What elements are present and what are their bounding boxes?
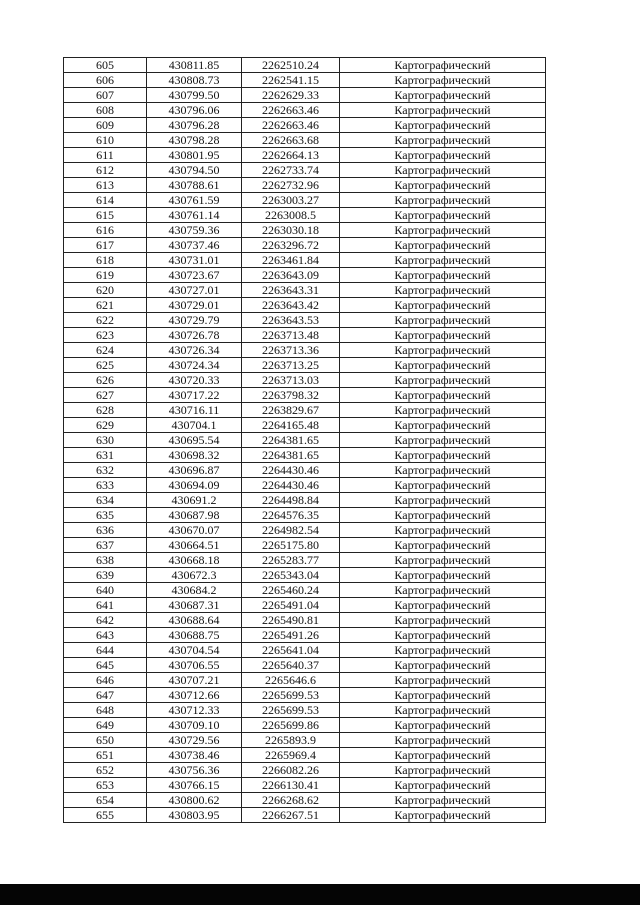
method-cell: Картографический: [340, 58, 546, 73]
y-coordinate-cell: 2266267.51: [242, 808, 340, 823]
point-number-cell: 655: [64, 808, 147, 823]
point-number-cell: 624: [64, 343, 147, 358]
method-cell: Картографический: [340, 808, 546, 823]
point-number-cell: 614: [64, 193, 147, 208]
method-cell: Картографический: [340, 523, 546, 538]
y-coordinate-cell: 2265699.86: [242, 718, 340, 733]
method-cell: Картографический: [340, 493, 546, 508]
x-coordinate-cell: 430801.95: [147, 148, 242, 163]
table-row: [64, 268, 546, 283]
point-number-cell: 616: [64, 223, 147, 238]
x-coordinate-cell: 430670.07: [147, 523, 242, 538]
x-coordinate-cell: 430799.50: [147, 88, 242, 103]
y-coordinate-cell: 2263461.84: [242, 253, 340, 268]
x-coordinate-cell: 430731.01: [147, 253, 242, 268]
x-coordinate-cell: 430756.36: [147, 763, 242, 778]
x-coordinate-cell: 430712.66: [147, 688, 242, 703]
x-coordinate-cell: 430738.46: [147, 748, 242, 763]
x-coordinate-cell: 430811.85: [147, 58, 242, 73]
y-coordinate-cell: 2263643.53: [242, 313, 340, 328]
x-coordinate-cell: 430704.54: [147, 643, 242, 658]
table-row: [64, 58, 546, 73]
y-coordinate-cell: 2265641.04: [242, 643, 340, 658]
table-row: [64, 568, 546, 583]
table-row: [64, 163, 546, 178]
y-coordinate-cell: 2265491.04: [242, 598, 340, 613]
method-cell: Картографический: [340, 208, 546, 223]
point-number-cell: 608: [64, 103, 147, 118]
table-row: [64, 433, 546, 448]
y-coordinate-cell: 2263713.25: [242, 358, 340, 373]
method-cell: Картографический: [340, 193, 546, 208]
point-number-cell: 607: [64, 88, 147, 103]
table-row: [64, 553, 546, 568]
y-coordinate-cell: 2266268.62: [242, 793, 340, 808]
table-row: [64, 703, 546, 718]
y-coordinate-cell: 2263643.31: [242, 283, 340, 298]
table-row: [64, 388, 546, 403]
x-coordinate-cell: 430695.54: [147, 433, 242, 448]
method-cell: Картографический: [340, 508, 546, 523]
table-row: [64, 238, 546, 253]
point-number-cell: 649: [64, 718, 147, 733]
x-coordinate-cell: 430694.09: [147, 478, 242, 493]
x-coordinate-cell: 430691.2: [147, 493, 242, 508]
x-coordinate-cell: 430707.21: [147, 673, 242, 688]
point-number-cell: 612: [64, 163, 147, 178]
y-coordinate-cell: 2264165.48: [242, 418, 340, 433]
method-cell: Картографический: [340, 418, 546, 433]
method-cell: Картографический: [340, 793, 546, 808]
method-cell: Картографический: [340, 568, 546, 583]
table-row: [64, 283, 546, 298]
method-cell: Картографический: [340, 238, 546, 253]
method-cell: Картографический: [340, 88, 546, 103]
table-row: [64, 343, 546, 358]
method-cell: Картографический: [340, 628, 546, 643]
table-row: [64, 793, 546, 808]
table-row: [64, 418, 546, 433]
point-number-cell: 619: [64, 268, 147, 283]
method-cell: Картографический: [340, 673, 546, 688]
y-coordinate-cell: 2262510.24: [242, 58, 340, 73]
x-coordinate-cell: 430727.01: [147, 283, 242, 298]
y-coordinate-cell: 2266130.41: [242, 778, 340, 793]
method-cell: Картографический: [340, 298, 546, 313]
x-coordinate-cell: 430696.87: [147, 463, 242, 478]
table-row: [64, 313, 546, 328]
x-coordinate-cell: 430687.98: [147, 508, 242, 523]
x-coordinate-cell: 430712.33: [147, 703, 242, 718]
coordinates-table-body: [64, 58, 546, 823]
table-row: [64, 598, 546, 613]
point-number-cell: 644: [64, 643, 147, 658]
x-coordinate-cell: 430723.67: [147, 268, 242, 283]
y-coordinate-cell: 2262733.74: [242, 163, 340, 178]
method-cell: Картографический: [340, 118, 546, 133]
method-cell: Картографический: [340, 223, 546, 238]
x-coordinate-cell: 430794.50: [147, 163, 242, 178]
x-coordinate-cell: 430803.95: [147, 808, 242, 823]
point-number-cell: 641: [64, 598, 147, 613]
point-number-cell: 637: [64, 538, 147, 553]
table-row: [64, 808, 546, 823]
table-row: [64, 613, 546, 628]
method-cell: Картографический: [340, 643, 546, 658]
point-number-cell: 621: [64, 298, 147, 313]
method-cell: Картографический: [340, 448, 546, 463]
x-coordinate-cell: 430808.73: [147, 73, 242, 88]
point-number-cell: 615: [64, 208, 147, 223]
y-coordinate-cell: 2265460.24: [242, 583, 340, 598]
y-coordinate-cell: 2262541.15: [242, 73, 340, 88]
y-coordinate-cell: 2263008.5: [242, 208, 340, 223]
x-coordinate-cell: 430729.01: [147, 298, 242, 313]
y-coordinate-cell: 2265283.77: [242, 553, 340, 568]
x-coordinate-cell: 430717.22: [147, 388, 242, 403]
method-cell: Картографический: [340, 538, 546, 553]
y-coordinate-cell: 2264498.84: [242, 493, 340, 508]
x-coordinate-cell: 430788.61: [147, 178, 242, 193]
table-row: [64, 118, 546, 133]
y-coordinate-cell: 2264576.35: [242, 508, 340, 523]
point-number-cell: 623: [64, 328, 147, 343]
table-row: [64, 148, 546, 163]
point-number-cell: 618: [64, 253, 147, 268]
y-coordinate-cell: 2262663.46: [242, 103, 340, 118]
table-row: [64, 718, 546, 733]
table-row: [64, 448, 546, 463]
point-number-cell: 654: [64, 793, 147, 808]
y-coordinate-cell: 2262664.13: [242, 148, 340, 163]
method-cell: Картографический: [340, 688, 546, 703]
method-cell: Картографический: [340, 613, 546, 628]
method-cell: Картографический: [340, 433, 546, 448]
method-cell: Картографический: [340, 133, 546, 148]
point-number-cell: 648: [64, 703, 147, 718]
table-row: [64, 658, 546, 673]
x-coordinate-cell: 430800.62: [147, 793, 242, 808]
y-coordinate-cell: 2264430.46: [242, 478, 340, 493]
table-row: [64, 778, 546, 793]
table-row: [64, 193, 546, 208]
y-coordinate-cell: 2263713.48: [242, 328, 340, 343]
method-cell: Картографический: [340, 73, 546, 88]
method-cell: Картографический: [340, 388, 546, 403]
table-row: [64, 358, 546, 373]
x-coordinate-cell: 430709.10: [147, 718, 242, 733]
y-coordinate-cell: 2265640.37: [242, 658, 340, 673]
y-coordinate-cell: 2263030.18: [242, 223, 340, 238]
method-cell: Картографический: [340, 748, 546, 763]
y-coordinate-cell: 2263798.32: [242, 388, 340, 403]
x-coordinate-cell: 430724.34: [147, 358, 242, 373]
method-cell: Картографический: [340, 283, 546, 298]
point-number-cell: 642: [64, 613, 147, 628]
point-number-cell: 610: [64, 133, 147, 148]
x-coordinate-cell: 430729.56: [147, 733, 242, 748]
table-row: [64, 763, 546, 778]
table-row: [64, 298, 546, 313]
y-coordinate-cell: 2265491.26: [242, 628, 340, 643]
x-coordinate-cell: 430726.78: [147, 328, 242, 343]
y-coordinate-cell: 2262663.68: [242, 133, 340, 148]
point-number-cell: 650: [64, 733, 147, 748]
y-coordinate-cell: 2262663.46: [242, 118, 340, 133]
point-number-cell: 645: [64, 658, 147, 673]
method-cell: Картографический: [340, 463, 546, 478]
point-number-cell: 636: [64, 523, 147, 538]
point-number-cell: 611: [64, 148, 147, 163]
x-coordinate-cell: 430761.14: [147, 208, 242, 223]
table-row: [64, 478, 546, 493]
x-coordinate-cell: 430688.64: [147, 613, 242, 628]
point-number-cell: 646: [64, 673, 147, 688]
y-coordinate-cell: 2264982.54: [242, 523, 340, 538]
table-row: [64, 373, 546, 388]
x-coordinate-cell: 430796.28: [147, 118, 242, 133]
point-number-cell: 632: [64, 463, 147, 478]
method-cell: Картографический: [340, 778, 546, 793]
y-coordinate-cell: 2263829.67: [242, 403, 340, 418]
point-number-cell: 640: [64, 583, 147, 598]
table-row: [64, 88, 546, 103]
point-number-cell: 605: [64, 58, 147, 73]
method-cell: Картографический: [340, 358, 546, 373]
method-cell: Картографический: [340, 703, 546, 718]
x-coordinate-cell: 430726.34: [147, 343, 242, 358]
table-row: [64, 493, 546, 508]
table-row: [64, 178, 546, 193]
method-cell: Картографический: [340, 163, 546, 178]
table-row: [64, 253, 546, 268]
x-coordinate-cell: 430684.2: [147, 583, 242, 598]
method-cell: Картографический: [340, 328, 546, 343]
table-row: [64, 463, 546, 478]
method-cell: Картографический: [340, 583, 546, 598]
y-coordinate-cell: 2265699.53: [242, 688, 340, 703]
table-row: [64, 688, 546, 703]
method-cell: Картографический: [340, 178, 546, 193]
method-cell: Картографический: [340, 148, 546, 163]
x-coordinate-cell: 430716.11: [147, 403, 242, 418]
scan-bottom-edge: [0, 884, 640, 905]
x-coordinate-cell: 430704.1: [147, 418, 242, 433]
point-number-cell: 652: [64, 763, 147, 778]
y-coordinate-cell: 2263643.09: [242, 268, 340, 283]
y-coordinate-cell: 2263003.27: [242, 193, 340, 208]
point-number-cell: 653: [64, 778, 147, 793]
x-coordinate-cell: 430729.79: [147, 313, 242, 328]
y-coordinate-cell: 2264430.46: [242, 463, 340, 478]
point-number-cell: 622: [64, 313, 147, 328]
point-number-cell: 625: [64, 358, 147, 373]
x-coordinate-cell: 430706.55: [147, 658, 242, 673]
table-row: [64, 223, 546, 238]
y-coordinate-cell: 2265699.53: [242, 703, 340, 718]
point-number-cell: 620: [64, 283, 147, 298]
table-row: [64, 583, 546, 598]
method-cell: Картографический: [340, 718, 546, 733]
method-cell: Картографический: [340, 268, 546, 283]
method-cell: Картографический: [340, 343, 546, 358]
coordinates-table: [63, 57, 546, 823]
point-number-cell: 630: [64, 433, 147, 448]
x-coordinate-cell: 430687.31: [147, 598, 242, 613]
point-number-cell: 639: [64, 568, 147, 583]
x-coordinate-cell: 430668.18: [147, 553, 242, 568]
y-coordinate-cell: 2264381.65: [242, 433, 340, 448]
y-coordinate-cell: 2262629.33: [242, 88, 340, 103]
table-row: [64, 133, 546, 148]
point-number-cell: 606: [64, 73, 147, 88]
point-number-cell: 613: [64, 178, 147, 193]
x-coordinate-cell: 430737.46: [147, 238, 242, 253]
y-coordinate-cell: 2265490.81: [242, 613, 340, 628]
table-row: [64, 673, 546, 688]
x-coordinate-cell: 430761.59: [147, 193, 242, 208]
point-number-cell: 629: [64, 418, 147, 433]
method-cell: Картографический: [340, 763, 546, 778]
point-number-cell: 643: [64, 628, 147, 643]
table-row: [64, 523, 546, 538]
method-cell: Картографический: [340, 373, 546, 388]
method-cell: Картографический: [340, 103, 546, 118]
y-coordinate-cell: 2263713.03: [242, 373, 340, 388]
point-number-cell: 617: [64, 238, 147, 253]
table-row: [64, 538, 546, 553]
y-coordinate-cell: 2265646.6: [242, 673, 340, 688]
y-coordinate-cell: 2263713.36: [242, 343, 340, 358]
point-number-cell: 626: [64, 373, 147, 388]
point-number-cell: 633: [64, 478, 147, 493]
y-coordinate-cell: 2262732.96: [242, 178, 340, 193]
y-coordinate-cell: 2265893.9: [242, 733, 340, 748]
point-number-cell: 651: [64, 748, 147, 763]
x-coordinate-cell: 430720.33: [147, 373, 242, 388]
point-number-cell: 609: [64, 118, 147, 133]
table-row: [64, 73, 546, 88]
table-row: [64, 733, 546, 748]
table-row: [64, 328, 546, 343]
point-number-cell: 635: [64, 508, 147, 523]
table-row: [64, 208, 546, 223]
point-number-cell: 634: [64, 493, 147, 508]
x-coordinate-cell: 430798.28: [147, 133, 242, 148]
method-cell: Картографический: [340, 733, 546, 748]
method-cell: Картографический: [340, 598, 546, 613]
x-coordinate-cell: 430796.06: [147, 103, 242, 118]
y-coordinate-cell: 2265969.4: [242, 748, 340, 763]
x-coordinate-cell: 430698.32: [147, 448, 242, 463]
table-row: [64, 403, 546, 418]
point-number-cell: 627: [64, 388, 147, 403]
method-cell: Картографический: [340, 478, 546, 493]
method-cell: Картографический: [340, 313, 546, 328]
point-number-cell: 628: [64, 403, 147, 418]
table-row: [64, 508, 546, 523]
x-coordinate-cell: 430672.3: [147, 568, 242, 583]
y-coordinate-cell: 2265175.80: [242, 538, 340, 553]
x-coordinate-cell: 430664.51: [147, 538, 242, 553]
method-cell: Картографический: [340, 553, 546, 568]
y-coordinate-cell: 2265343.04: [242, 568, 340, 583]
method-cell: Картографический: [340, 403, 546, 418]
point-number-cell: 638: [64, 553, 147, 568]
table-row: [64, 748, 546, 763]
table-row: [64, 643, 546, 658]
y-coordinate-cell: 2266082.26: [242, 763, 340, 778]
table-row: [64, 628, 546, 643]
point-number-cell: 647: [64, 688, 147, 703]
y-coordinate-cell: 2263643.42: [242, 298, 340, 313]
y-coordinate-cell: 2264381.65: [242, 448, 340, 463]
method-cell: Картографический: [340, 253, 546, 268]
y-coordinate-cell: 2263296.72: [242, 238, 340, 253]
method-cell: Картографический: [340, 658, 546, 673]
table-row: [64, 103, 546, 118]
x-coordinate-cell: 430766.15: [147, 778, 242, 793]
point-number-cell: 631: [64, 448, 147, 463]
x-coordinate-cell: 430688.75: [147, 628, 242, 643]
x-coordinate-cell: 430759.36: [147, 223, 242, 238]
